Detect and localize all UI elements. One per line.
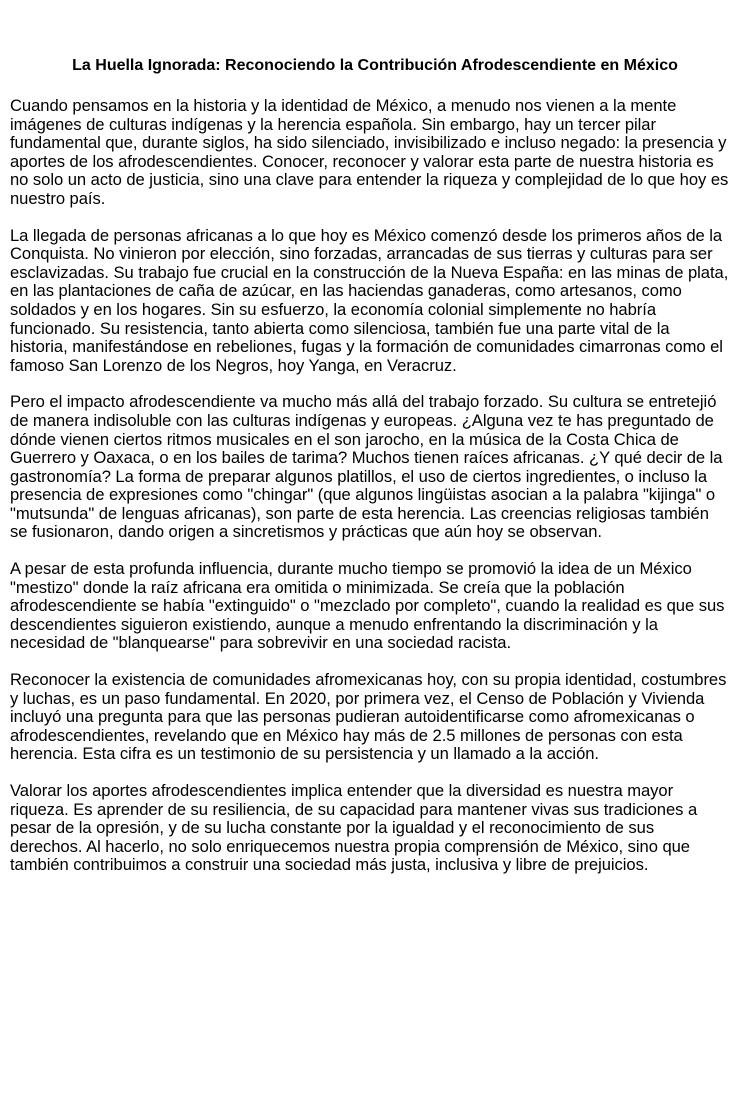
paragraph-5: Reconocer la existencia de comunidades afromexicanas hoy, con su propia identidad, costumbres y luchas, es un paso fundamental. En 2020, por primera vez, el Censo de Población y Vivienda incluyó una pregunta para que las personas pudieran autoidentificarse como afromexicanas o afrodescendientes, revelando que en México hay más de 2.5 millones de personas con esta herencia. Esta cifra es un testimonio de su persistencia y un llamado a la acción. [10, 670, 727, 764]
document-title: La Huella Ignorada: Reconociendo la Contribución Afrodescendiente en México [72, 57, 678, 74]
paragraph-3: Pero el impacto afrodescendiente va mucho más allá del trabajo forzado. Su cultura se entretejió de manera indisoluble con las culturas indígenas y europeas. ¿Alguna vez te has preguntado de dónde vienen ciertos ritmos musicales en el son jarocho, en la música de la Costa Chica de Guerrero y Oaxaca, o en los bailes de tarima? Muchos tienen raíces africanas. ¿Y qué decir de la gastronomía? La forma de preparar algunos platillos, el uso de ciertos ingredientes, o incluso la presencia de expresiones como "chingar" (que algunos lingüistas asocian a la palabra "kijinga" o "mutsunda" de lenguas africanas), son parte de esta herencia. Las creencias religiosas también se fusionaron, dando origen a sincretismos y prácticas que aún hoy se observan. [10, 392, 723, 542]
document-body [10, 97, 730, 893]
paragraph-4: A pesar de esta profunda influencia, durante mucho tiempo se promovió la idea de un México "mestizo" donde la raíz africana era omitida o minimizada. Se creía que la población afrodescendiente se había "extinguido" o "mezclado por completo", cuando la realidad es que sus descendientes siguieron existiendo, aunque a menudo enfrentando la discriminación y la necesidad de "blanquearse" para sobrevivir en una sociedad racista. [10, 559, 725, 653]
paragraph-2: La llegada de personas africanas a lo que hoy es México comenzó desde los primeros años de la Conquista. No vinieron por elección, sino forzadas, arrancadas de sus tierras y culturas para ser esclavizadas. Su trabajo fue crucial en la construcción de la Nueva España: en las minas de plata, en las plantaciones de caña de azúcar, en las haciendas ganaderas, como artesanos, como soldados y en los hogares. Sin su esfuerzo, la economía colonial simplemente no habría funcionado. Su resistencia, tanto abierta como silenciosa, también fue una parte vital de la historia, manifestándose en rebeliones, fugas y la formación de comunidades cimarronas como el famoso San Lorenzo de los Negros, hoy Yanga, en Veracruz. [10, 225, 729, 375]
paragraph-1: Cuando pensamos en la historia y la identidad de México, a menudo nos vienen a la mente imágenes de culturas indígenas y la herencia española. Sin embargo, hay un tercer pilar fundamental que, durante siglos, ha sido silenciado, invisibilizado e incluso negado: la presencia y aportes de los afrodescendientes. Conocer, reconocer y valorar esta parte de nuestra historia es no solo un acto de justicia, sino una clave para entender la riqueza y complejidad de lo que hoy es nuestro país. [10, 96, 729, 208]
paragraph-6: Valorar los aportes afrodescendientes implica entender que la diversidad es nuestra mayor riqueza. Es aprender de su resiliencia, de su capacidad para mantener vivas sus tradiciones a pesar de la opresión, y de su lucha constante por la igualdad y el reconocimiento de sus derechos. Al hacerlo, no solo enriquecemos nuestra propia comprensión de México, sino que también contribuimos a construir una sociedad más justa, inclusiva y libre de prejuicios. [10, 781, 698, 875]
